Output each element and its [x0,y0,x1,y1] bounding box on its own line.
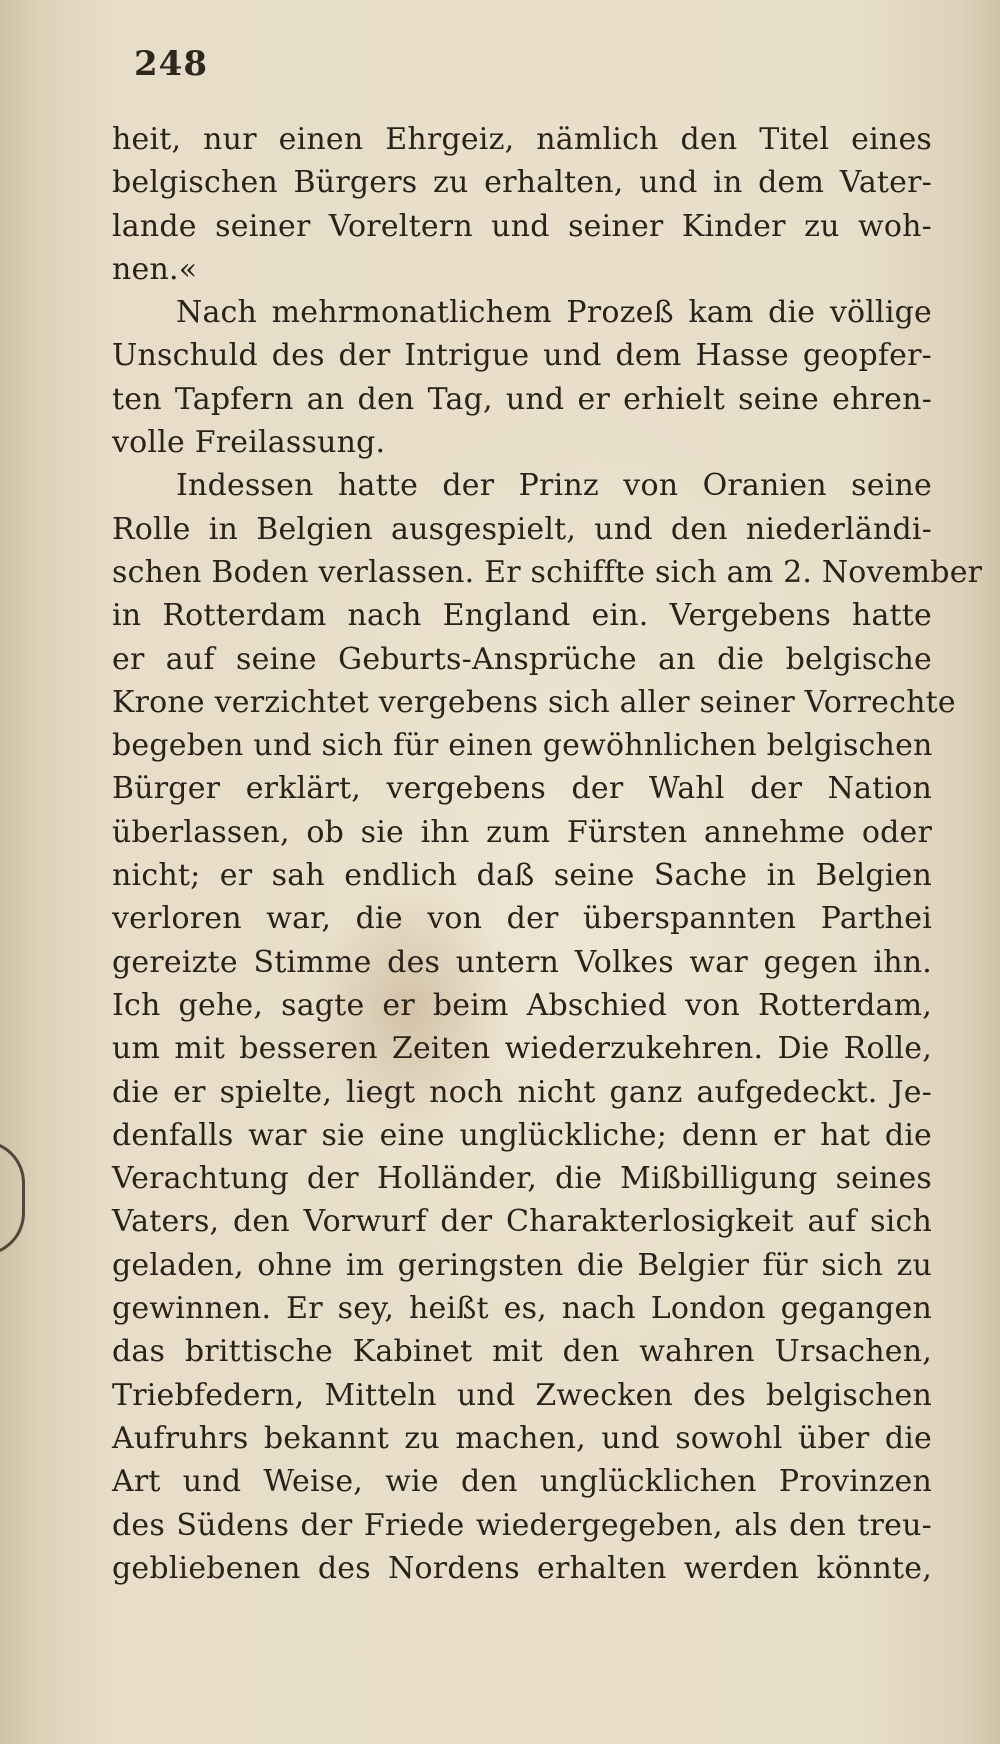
text-line: Verachtung der Holländer, die Mißbilligung seines [112,1161,932,1197]
text-line: Rolle in Belgien ausgespielt, und den niederländi- [112,511,932,547]
text-line: begeben und sich für einen gewöhnlichen belgischen [112,728,933,764]
text-line: Aufruhrs bekannt zu machen, und sowohl über die [112,1420,932,1456]
text-line: Ich gehe, sagte er beim Abschied von Rotterdam, [112,987,932,1023]
text-line: nicht; er sah endlich daß seine Sache in Belgien [112,858,932,894]
text-line: denfalls war sie eine unglückliche; denn er hat die [112,1117,932,1153]
text-line: die er spielte, liegt noch nicht ganz aufgedeckt. Je- [112,1074,932,1110]
text-line: ten Tapfern an den Tag, und er erhielt seine ehren- [112,381,932,417]
text-line: um mit besseren Zeiten wiederzukehren. Die Rolle, [112,1031,932,1067]
text-line: Bürger erklärt, vergebens der Wahl der Nation [112,771,932,807]
text-line: Indessen hatte der Prinz von Oranien seine [176,468,932,504]
text-line: in Rotterdam nach England ein. Vergebens hatte [112,598,932,634]
text-line: lande seiner Voreltern und seiner Kinder zu woh- [112,208,932,244]
text-line: verloren war, die von der überspannten Parthei [112,901,932,937]
text-line: nen.« [112,251,198,287]
text-line: Art und Weise, wie den unglücklichen Provinzen [112,1464,932,1500]
body-text [112,118,983,1590]
text-line: geladen, ohne im geringsten die Belgier für sich zu [112,1247,932,1283]
text-line: gebliebenen des Nordens erhalten werden könnte, [112,1550,932,1586]
text-line: gewinnen. Er sey, heißt es, nach London gegangen [112,1291,932,1327]
page-number: 248 [134,44,208,84]
text-line: belgischen Bürgers zu erhalten, und in dem Vater- [112,165,932,201]
text-line: Vaters, den Vorwurf der Charakterlosigkeit auf sich [112,1204,932,1240]
text-line: schen Boden verlassen. Er schiffte sich am 2. November [112,554,983,590]
text-line: des Südens der Friede wiedergegeben, als den treu- [112,1507,932,1543]
text-line: er auf seine Geburts-Ansprüche an die belgische [112,641,932,677]
text-line: heit, nur einen Ehrgeiz, nämlich den Titel eines [112,122,932,157]
text-line: Triebfedern, Mitteln und Zwecken des belgischen [112,1377,932,1413]
text-line: Krone verzichtet vergebens sich aller seiner Vorrechte [112,684,956,720]
text-line: das brittische Kabinet mit den wahren Ursachen, [112,1334,932,1370]
text-line: volle Freilassung. [112,425,386,461]
text-line: Unschuld des der Intrigue und dem Hasse geopfer- [112,338,932,374]
text-line: Nach mehrmonatlichem Prozeß kam die völlige [176,295,932,331]
text-line: gereizte Stimme des untern Volkes war gegen ihn. [112,944,932,980]
page-edge-mark [0,1140,25,1256]
text-line: überlassen, ob sie ihn zum Fürsten annehme oder [112,814,932,850]
